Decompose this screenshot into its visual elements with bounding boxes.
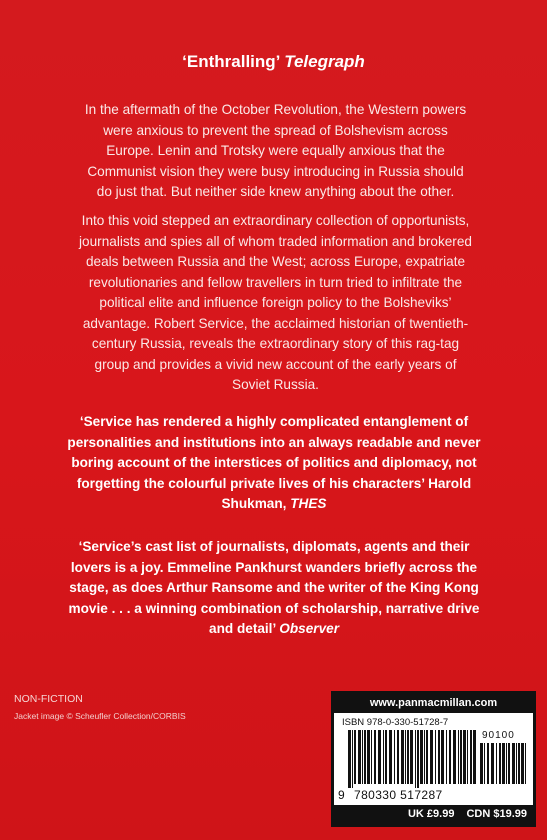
- price-cdn: CDN $19.99: [466, 808, 527, 820]
- barcode-bar: [378, 730, 381, 784]
- barcode-bar: [512, 743, 515, 784]
- price-strip: [334, 805, 533, 824]
- barcode-bar: [407, 730, 409, 784]
- barcode-bar: [508, 743, 510, 784]
- barcode-bar: [484, 743, 485, 784]
- barcode-bar: [441, 730, 444, 784]
- barcode-bar: [516, 743, 517, 784]
- barcode-bar: [383, 730, 384, 784]
- review-quote-1-text: ‘Service has rendered a highly complicated entanglement of personalities and institutions into an always readable and never boring account of the interstices of politics and diplomacy, not forgetting the colourful private lives of his characters’ Harold Shukman,: [67, 414, 481, 511]
- barcode-bar: [397, 730, 399, 784]
- barcode-bar: [502, 743, 505, 784]
- blurb-paragraph-1: In the aftermath of the October Revolution, the Western powers were anxious to prevent the spread of Bolshevism across Europe. Lenin and Trotsky were equally anxious that the Communist vision they were busy introducing in Russia should do just that. But neither side knew anything about the other.: [84, 102, 467, 199]
- headline-quote-text: ‘Enthralling’: [182, 52, 280, 71]
- barcode-bar: [405, 730, 406, 784]
- barcode-bar: [362, 730, 363, 784]
- barcode-bar: [473, 730, 476, 784]
- barcode-bar: [358, 730, 361, 784]
- headline-source: Telegraph: [284, 52, 365, 71]
- barcode-bar: [417, 730, 419, 788]
- barcode-bar: [506, 743, 507, 784]
- ean-barcode-icon: [348, 730, 476, 788]
- barcode-bar: [467, 730, 468, 784]
- barcode-bar: [364, 730, 366, 784]
- barcode-bar: [499, 743, 501, 784]
- ean-digits: 780330 517287: [354, 788, 443, 802]
- barcode-bar: [460, 730, 462, 784]
- barcode-bar: [401, 730, 404, 784]
- barcode-bar: [352, 730, 353, 788]
- barcode-bar: [463, 730, 466, 784]
- barcode-bar: [389, 730, 392, 784]
- addon-barcode-icon: [480, 743, 528, 788]
- price-uk: UK £9.99: [407, 808, 455, 820]
- review-quote-2: [58, 537, 490, 640]
- ean-leading-digit: 9: [338, 788, 345, 802]
- barcode-panel: [331, 691, 536, 827]
- barcode-bar: [430, 730, 433, 784]
- barcode-bar: [470, 730, 472, 784]
- barcode-bar: [449, 730, 451, 784]
- review-quote-2-text: ‘Service’s cast list of journalists, diplomats, agents and their lovers is a joy. Emmeline Pankhurst wanders briefly across the stage, as does Arthur Ransome and the writer of the King Kong movie . . . a winning combination of scholarship, narrative drive and detail’: [68, 539, 480, 636]
- barcode-bar: [487, 743, 489, 784]
- barcode-bar: [426, 730, 428, 784]
- barcode-area: [334, 713, 533, 805]
- jacket-credit: Jacket image © Scheufler Collection/CORBIS: [14, 711, 186, 721]
- review-quote-1: [58, 412, 490, 515]
- barcode-bar: [410, 730, 413, 784]
- review-quote-1-source: THES: [290, 496, 327, 511]
- isbn-text: ISBN 978-0-330-51728-7: [342, 717, 449, 728]
- barcode-bar: [354, 730, 356, 784]
- review-quote-2-source: Observer: [279, 621, 339, 636]
- barcode-bar: [525, 743, 526, 784]
- barcode-bar: [458, 730, 459, 784]
- addon-number: 90100: [482, 730, 515, 741]
- barcode-bar: [491, 743, 494, 784]
- publisher-url: www.panmacmillan.com: [369, 697, 498, 709]
- barcode-bar: [518, 743, 520, 784]
- barcode-bar: [446, 730, 447, 784]
- barcode-bar: [438, 730, 440, 784]
- barcode-bar: [424, 730, 425, 784]
- barcode-bar: [348, 730, 351, 788]
- barcode-bar: [385, 730, 387, 784]
- barcode-bar: [496, 743, 497, 784]
- blurb-paragraph-2: Into this void stepped an extraordinary collection of opportunists, journalists and spies all of whom traded information and brokered deals between Russia and the West; across Europe, expatriate revolutionaries and fellow travellers in turn tried to infiltrate the political elite and influence foreign policy to the Bolsheviks’ advantage. Robert Service, the acclaimed historian of twentieth-century Russia, reveals the extraordinary story of this rag-tag group and provides a vivid new account of the early years of Soviet Russia.: [79, 213, 472, 392]
- barcode-bar: [480, 743, 483, 784]
- barcode-bar: [371, 730, 372, 784]
- barcode-bar: [415, 730, 416, 788]
- barcode-bar: [374, 730, 376, 784]
- barcode-bar: [367, 730, 370, 784]
- genre-label: NON-FICTION: [14, 693, 83, 705]
- barcode-bar: [420, 730, 423, 784]
- barcode-bar: [521, 743, 524, 784]
- barcode-bar: [394, 730, 395, 784]
- headline-quote: [0, 52, 547, 72]
- barcode-bar: [453, 730, 456, 784]
- barcode-bar: [435, 730, 436, 784]
